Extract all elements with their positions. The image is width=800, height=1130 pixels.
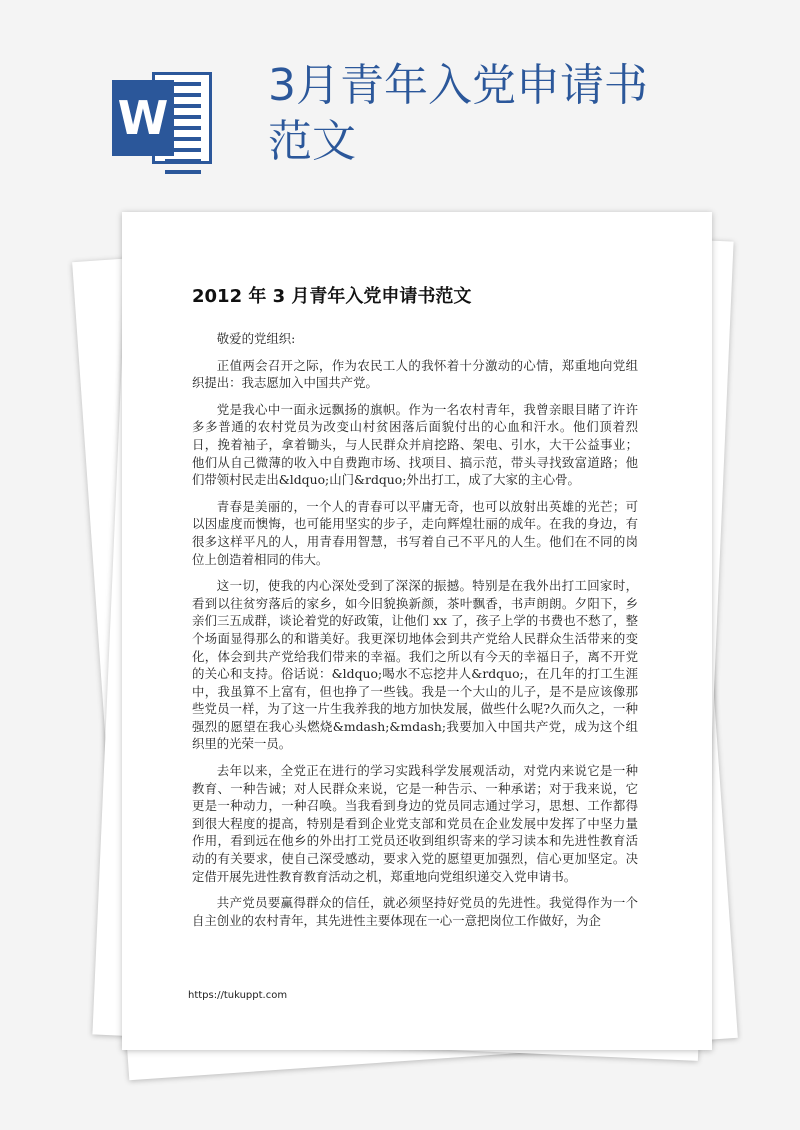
paragraph: 正值两会召开之际，作为农民工人的我怀着十分激动的心情，郑重地向党组织提出：我志愿加入中国共产党。: [192, 357, 638, 391]
footer-url[interactable]: https://tukuppt.com: [188, 990, 288, 1001]
paragraph: 青春是美丽的，一个人的青春可以平庸无奇，也可以放射出英雄的光芒；可以因虚度而懊悔，也可能用坚实的步子，走向辉煌壮丽的成年。在我的身边，有很多这样平凡的人，用青春用智慧，书写着自己不平凡的人生。他们在不同的岗位上创造着相同的伟大。: [192, 498, 638, 567]
document-body: [192, 330, 638, 938]
paragraph: 去年以来，全党正在进行的学习实践科学发展观活动，对党内来说它是一种教育、一种告诫；对人民群众来说，它是一种告示、一种承诺；对于我来说，它更是一种动力，一种召唤。当我看到身边的党员同志通过学习，思想、工作都得到很大程度的提高，特别是看到企业党支部和党员在企业发展中发挥了中坚力量作用，看到远在他乡的外出打工党员还收到组织寄来的学习读本和先进性教育活动的有关要求，使自己深受感动，要求入党的愿望更加强烈，信心更加坚定。决定借开展先进性教育教育活动之机，郑重地向党组织递交入党申请书。: [192, 763, 638, 884]
document-page: [122, 212, 712, 1050]
page-heading: 2012 年 3 月青年入党申请书范文: [192, 286, 472, 307]
document-title: 3月青年入党申请书范文: [268, 60, 648, 167]
paragraph: 共产党员要赢得群众的信任，就必须坚持好党员的先进性。我觉得作为一个自主创业的农村青年，其先进性主要体现在一心一意把岗位工作做好，为企: [192, 895, 638, 928]
word-document-icon: [112, 72, 212, 164]
paragraph: 敬爱的党组织:: [216, 331, 296, 346]
paragraph: 党是我心中一面永远飘扬的旗帜。作为一名农村青年，我曾亲眼目睹了许许多多普通的农村党员为改变山村贫困落后面貌付出的心血和汗水。他们顶着烈日，挽着袖子，拿着锄头，与人民群众并肩挖路、架电、引水，大干公益事业；他们从自己微薄的收入中自费跑市场、找项目、搞示范，带头寻找致富道路；他们带领村民走出&ldquo;山门&rdquo;外出打工，成了大家的主心骨。: [192, 401, 638, 488]
paragraph: 这一切，使我的内心深处受到了深深的振撼。特别是在我外出打工回家时，看到以往贫穷落后的家乡，如今旧貌换新颜，茶叶飘香，书声朗朗。夕阳下，乡亲们三五成群，谈论着党的好政策，让他们 xx 了，孩子上学的书费也不愁了，整个场面显得那么的和谐美好。我更深切地体会到共产党给人民群众生活带来的变化，体会到共产党给我们带来的幸福。我们之所以有今天的幸福日子，离不开党的关心和支持。俗话说：&ldquo;喝水不忘挖井人&rdquo;，在几年的打工生涯中，我虽算不上富有，但也挣了一些钱。我是一个大山的儿子，是不是应该像那些党员一样，为了这一片生我养我的地方加快发展，做些什么呢?久而久之，一种强烈的愿望在我心头燃烧&mdash;&mdash;我要加入中国共产党，成为这个组织里的光荣一员。: [192, 578, 638, 752]
word-badge: W: [112, 80, 174, 156]
